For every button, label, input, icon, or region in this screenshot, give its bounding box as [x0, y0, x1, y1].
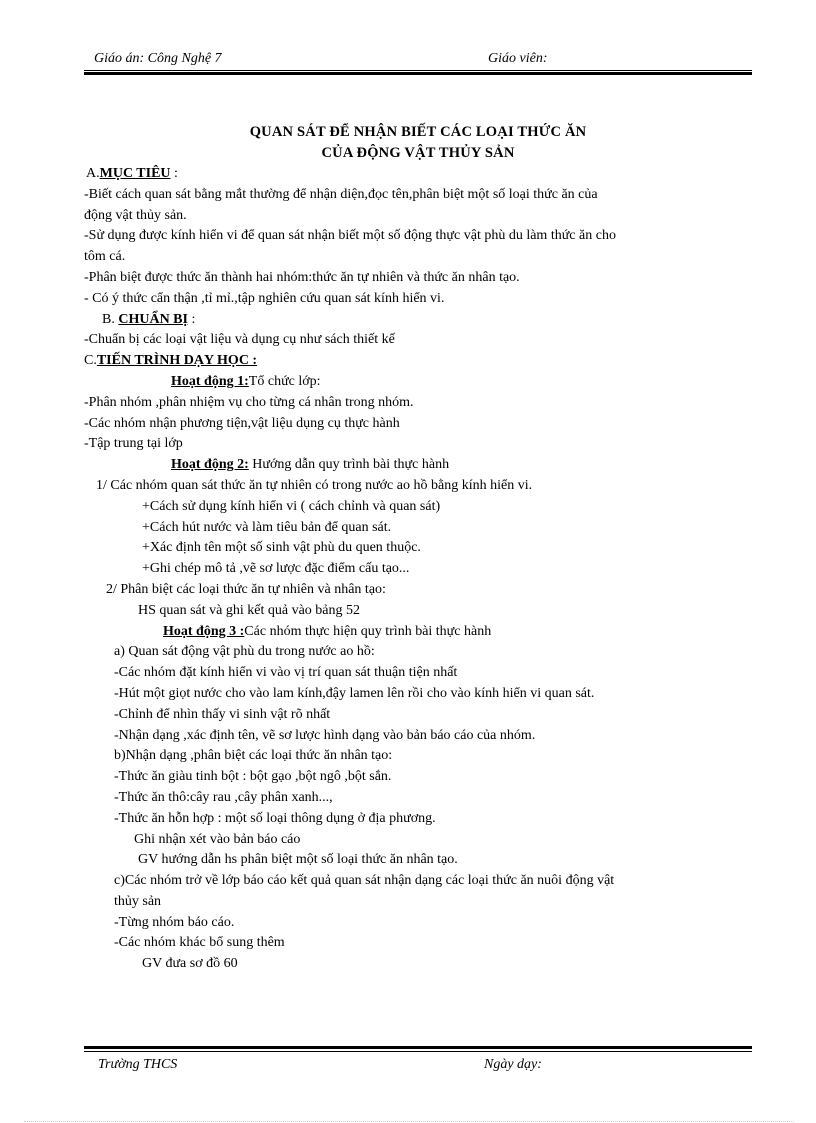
- activity-3-heading: [84, 622, 752, 643]
- activity-2-step-1-item: +Cách sử dụng kính hiển vi ( cách chỉnh và quan sát): [142, 498, 441, 514]
- header-rule-thick: [84, 72, 752, 75]
- section-a-prefix: A.: [86, 166, 100, 181]
- activity-3-part-b-note: GV hướng dẫn hs phân biệt một số loại thức ăn nhân tạo.: [138, 852, 458, 868]
- section-a-title: MỤC TIÊU: [99, 166, 171, 181]
- activity-2-step-1: 1/ Các nhóm quan sát thức ăn tự nhiên có trong nước ao hồ bằng kính hiển vi.: [96, 477, 533, 493]
- title-line-2: CỦA ĐỘNG VẬT THỦY SẢN: [321, 145, 515, 161]
- section-b-prefix: B.: [102, 311, 115, 327]
- activity-3-part-c-item: -Từng nhóm báo cáo.: [114, 914, 235, 930]
- page-bottom-dotted-edge: [24, 1121, 794, 1122]
- activity-3-part-a: a) Quan sát động vật phù du trong nước ao hồ:: [114, 644, 375, 660]
- section-b-title: CHUẨN BỊ: [118, 311, 188, 327]
- activity-1-item: -Phân nhóm ,phân nhiệm vụ cho từng cá nhân trong nhóm.: [84, 394, 414, 410]
- activity-3-part-a-item: -Các nhóm đặt kính hiển vi vào vị trí quan sát thuận tiện nhất: [114, 665, 458, 681]
- activity-3-part-b-item: -Thức ăn thô:cây rau ,cây phân xanh...,: [114, 789, 333, 805]
- activity-3-part-a-item: -Nhận dạng ,xác định tên, vẽ sơ lược hình dạng vào bản báo cáo của nhóm.: [114, 727, 536, 743]
- activity-1-item: -Tập trung tại lớp: [84, 436, 183, 452]
- activity-1-text: Tổ chức lớp:: [248, 373, 321, 389]
- activity-2-heading: [84, 455, 752, 476]
- activity-3-part-c-line-2: thủy sản: [114, 893, 162, 909]
- objective-1b: động vật thủy sản.: [84, 207, 187, 223]
- activity-2-step-2-text: HS quan sát và ghi kết quả vào bảng 52: [138, 602, 361, 618]
- footer-right: Ngày dạy:: [484, 1057, 542, 1072]
- activity-3-part-c-line-1: c)Các nhóm trở về lớp báo cáo kết quả quan sát nhận dạng các loại thức ăn nuôi động vật: [114, 873, 615, 889]
- activity-3-part-c-item: -Các nhóm khác bổ sung thêm: [114, 935, 285, 951]
- section-a-heading: [86, 164, 752, 185]
- activity-2-label: Hoạt động 2:: [171, 457, 249, 473]
- header-left: Giáo án: Công Nghệ 7: [94, 51, 222, 66]
- document-body: [84, 122, 752, 975]
- activity-3-label: Hoạt động 3 :: [163, 623, 245, 639]
- footer-left: Trường THCS: [98, 1057, 178, 1072]
- section-c-prefix: C.: [84, 353, 97, 369]
- activity-3-part-a-item: -Hút một giọt nước cho vào lam kính,đậy lamen lên rồi cho vào kính hiển vi quan sát.: [114, 685, 595, 701]
- objective-2a: -Sử dụng được kính hiển vi để quan sát nhận biết một số động thực vật phù du làm thức ăn cho: [84, 228, 616, 244]
- activity-3-part-b-item: -Thức ăn giàu tinh bột : bột gạo ,bột ngô ,bột sắn.: [114, 769, 392, 785]
- header-right: Giáo viên:: [488, 51, 548, 66]
- title-line-1: QUAN SÁT ĐỂ NHẬN BIẾT CÁC LOẠI THỨC ĂN: [249, 124, 587, 140]
- section-a-suffix: :: [174, 166, 178, 181]
- activity-2-step-2: 2/ Phân biệt các loại thức ăn tự nhiên và nhân tạo:: [106, 581, 386, 597]
- section-c-heading: [84, 351, 752, 372]
- section-b-suffix: :: [191, 311, 196, 327]
- activity-1-item: -Các nhóm nhận phương tiện,vật liệu dụng cụ thực hành: [84, 415, 400, 431]
- activity-3-part-b-note: Ghi nhận xét vào bản báo cáo: [134, 831, 301, 847]
- objective-1a: -Biết cách quan sát bằng mắt thường để nhận diện,đọc tên,phân biệt một số loại thức ăn của: [84, 186, 598, 202]
- activity-3-part-b: b)Nhận dạng ,phân biệt các loại thức ăn nhân tạo:: [114, 748, 393, 764]
- footer-rule-thin: [84, 1051, 752, 1052]
- section-c-title: TIẾN TRÌNH DẠY HỌC :: [96, 353, 258, 369]
- activity-3-part-b-item: -Thức ăn hỗn hợp : một số loại thông dụng ở địa phương.: [114, 810, 436, 826]
- section-b-heading: [102, 310, 752, 331]
- activity-3-text: Các nhóm thực hiện quy trình bài thực hành: [244, 623, 492, 639]
- activity-2-step-1-item: +Cách hút nước và làm tiêu bản để quan sát.: [142, 519, 392, 535]
- activity-3-part-a-item: -Chỉnh để nhìn thấy vi sinh vật rõ nhất: [114, 706, 331, 722]
- objective-2b: tôm cá.: [84, 249, 126, 265]
- activity-2-step-1-item: +Xác định tên một số sinh vật phù du quen thuộc.: [142, 540, 421, 556]
- objective-4: - Có ý thức cẩn thận ,tỉ mỉ.,tập nghiên cứu quan sát kính hiển vi.: [84, 290, 445, 306]
- activity-3-part-c-note: GV đưa sơ đồ 60: [142, 956, 238, 972]
- footer-rule-thick: [84, 1046, 752, 1049]
- header-rule-thin: [84, 70, 752, 71]
- activity-1-heading: [84, 372, 752, 393]
- preparation-1: -Chuẩn bị các loại vật liệu và dụng cụ như sách thiết kế: [84, 332, 395, 348]
- activity-1-label: Hoạt động 1:: [171, 373, 249, 389]
- activity-2-text: Hướng dẫn quy trình bài thực hành: [248, 457, 450, 473]
- objective-3: -Phân biệt được thức ăn thành hai nhóm:thức ăn tự nhiên và thức ăn nhân tạo.: [84, 269, 520, 285]
- activity-2-step-1-item: +Ghi chép mô tả ,vẽ sơ lược đặc điểm cấu tạo...: [142, 561, 410, 577]
